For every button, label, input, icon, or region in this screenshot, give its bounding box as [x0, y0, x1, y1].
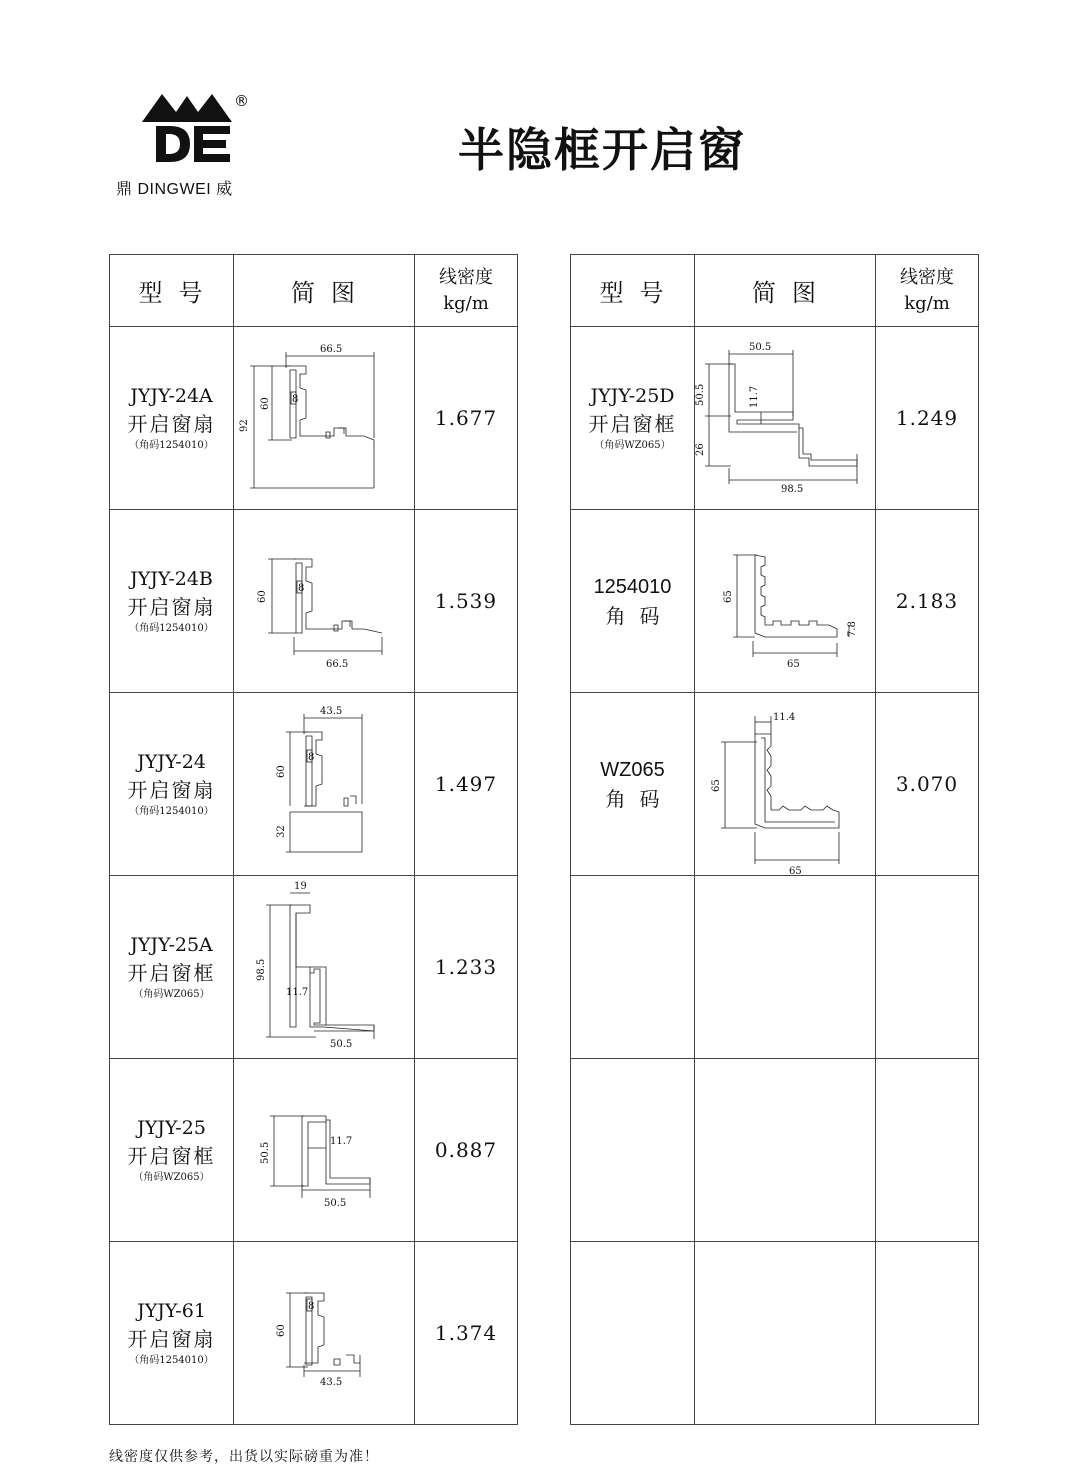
header-model: 型号: [110, 255, 234, 327]
density-cell: 0.887: [415, 1059, 518, 1242]
dim-top: 66.5: [320, 344, 343, 355]
density-cell: 1.677: [415, 327, 518, 510]
model-note: （角码1254010）: [129, 806, 214, 817]
table-row: [110, 876, 518, 1059]
brand-name: [116, 176, 233, 199]
table-row: [110, 510, 518, 693]
dim-lower: 32: [276, 825, 287, 838]
profile-table-right: [570, 254, 979, 1425]
model-note: （角码WZ065）: [133, 989, 210, 1000]
drawing-cell: [695, 510, 876, 693]
profile-drawing-jyjy-25: [234, 1060, 414, 1240]
density-cell: 2.183: [876, 510, 979, 693]
density-cell: 1.539: [415, 510, 518, 693]
model-cell: [110, 327, 234, 510]
header-density: [415, 255, 518, 327]
drawing-cell: [234, 510, 415, 693]
dingwei-logo-icon: [142, 90, 232, 170]
dim-left: 50.5: [260, 1141, 271, 1164]
dim-top: 19: [294, 881, 307, 892]
dim-bottom: 43.5: [320, 1377, 343, 1388]
table-header-row: [571, 255, 979, 327]
model-cell: [110, 693, 234, 876]
table-row-empty: [571, 1059, 979, 1242]
dim-small: 8: [298, 583, 305, 594]
dim-inner: 11.7: [330, 1136, 353, 1147]
model-cell: [571, 693, 695, 876]
dim-bottom: 50.5: [330, 1039, 353, 1050]
header-density: [876, 255, 979, 327]
dim-small: 8: [292, 394, 299, 405]
drawing-cell: [234, 693, 415, 876]
density-cell-empty: [876, 876, 979, 1059]
dim-bottom: 65: [789, 866, 802, 874]
brand-latin: DINGWEI: [137, 181, 212, 198]
model-name: 开启窗扇: [127, 1327, 216, 1351]
model-code: JYJY-25: [137, 1117, 206, 1139]
model-cell: [110, 510, 234, 693]
profile-drawing-jyjy-24b: [234, 511, 414, 691]
dim-top: 50.5: [749, 342, 772, 353]
dim-small: 8: [308, 1301, 315, 1312]
footnote: 线密度仅供参考，出货以实际磅重为准！: [109, 1449, 379, 1465]
header-density-unit: kg/m: [443, 292, 489, 314]
model-name: 开启窗扇: [127, 778, 216, 802]
header-density-unit: kg/m: [904, 292, 950, 314]
model-cell-empty: [571, 1242, 695, 1425]
drawing-cell: [234, 1242, 415, 1425]
density-cell: 1.249: [876, 327, 979, 510]
dim-left-inner: 60: [260, 397, 271, 410]
header-model: 型号: [571, 255, 695, 327]
model-code: WZ065: [600, 759, 665, 781]
model-cell: [110, 1059, 234, 1242]
registered-mark: ®: [234, 92, 249, 110]
dim-left: 60: [257, 590, 268, 603]
drawing-cell: [234, 1059, 415, 1242]
dim-small: 8: [308, 752, 315, 763]
dim-bottom: 65: [787, 659, 800, 670]
brand-char-right: 威: [216, 181, 233, 198]
model-name: 开启窗框: [588, 412, 677, 436]
model-code: JYJY-24B: [130, 568, 213, 590]
table-header-row: [110, 255, 518, 327]
table-row: [110, 1242, 518, 1425]
model-code: JYJY-61: [137, 1300, 206, 1322]
model-name: 开启窗扇: [127, 595, 216, 619]
model-note: （角码1254010）: [129, 623, 214, 634]
table-row-empty: [571, 1242, 979, 1425]
brand-char-left: 鼎: [116, 181, 133, 198]
drawing-cell: [234, 327, 415, 510]
table-row: [571, 693, 979, 876]
dim-left: 65: [711, 779, 722, 792]
model-code: JYJY-25A: [130, 934, 213, 956]
header-density-label: 线密度: [439, 266, 493, 288]
drawing-cell-empty: [695, 1242, 876, 1425]
model-note: （角码1254010）: [129, 440, 214, 451]
profile-drawing-jyjy-25a: [234, 877, 414, 1057]
dim-inner: 11.7: [749, 385, 760, 408]
dim-left: 50.5: [695, 383, 706, 406]
model-name: 开启窗扇: [127, 412, 216, 436]
model-name: 角码: [605, 787, 674, 811]
model-cell: [110, 1242, 234, 1425]
profile-drawing-jyjy-24a: [234, 328, 414, 508]
dim-bottom: 98.5: [781, 484, 804, 495]
density-cell-empty: [876, 1242, 979, 1425]
dim-left-outer: 92: [239, 419, 250, 432]
density-cell: 1.233: [415, 876, 518, 1059]
model-code: JYJY-24A: [130, 385, 213, 407]
density-cell: 1.374: [415, 1242, 518, 1425]
drawing-cell: [695, 693, 876, 876]
model-code: JYJY-24: [137, 751, 206, 773]
dim-left: 65: [723, 590, 734, 603]
density-cell: 3.070: [876, 693, 979, 876]
dim-left: 98.5: [256, 958, 267, 981]
dim-inner: 11.7: [286, 987, 309, 998]
drawing-cell: [234, 876, 415, 1059]
model-note: （角码WZ065）: [133, 1172, 210, 1183]
model-code: 1254010: [593, 576, 672, 598]
density-cell: 1.497: [415, 693, 518, 876]
drawing-cell-empty: [695, 876, 876, 1059]
model-cell: [571, 327, 695, 510]
model-cell: [110, 876, 234, 1059]
drawing-cell-empty: [695, 1059, 876, 1242]
dim-bottom: 50.5: [324, 1198, 347, 1209]
profile-drawing-jyjy-24: [234, 694, 414, 874]
dim-left: 60: [276, 1324, 287, 1337]
table-row: [571, 510, 979, 693]
page-title: 半隐框开启窗: [458, 123, 746, 177]
model-name: 角码: [605, 604, 674, 628]
dim-bottom: 66.5: [326, 659, 349, 670]
model-name: 开启窗框: [127, 961, 216, 985]
model-cell: [571, 510, 695, 693]
model-code: JYJY-25D: [590, 385, 675, 407]
model-name: 开启窗框: [127, 1144, 216, 1168]
dim-left: 60: [276, 765, 287, 778]
table-row: [110, 327, 518, 510]
density-cell-empty: [876, 1059, 979, 1242]
drawing-cell: [695, 327, 876, 510]
model-note: （角码WZ065）: [594, 440, 671, 451]
table-row: [110, 693, 518, 876]
model-note: （角码1254010）: [129, 1355, 214, 1366]
dim-top: 11.4: [773, 712, 796, 723]
table-row: [110, 1059, 518, 1242]
profile-drawing-jyjy-25d: [695, 328, 875, 508]
dim-top: 43.5: [320, 706, 343, 717]
dim-lower: 26: [695, 443, 706, 456]
table-row-empty: [571, 876, 979, 1059]
header-density-label: 线密度: [900, 266, 954, 288]
profile-drawing-1254010: [695, 511, 875, 691]
header-drawing: 简图: [695, 255, 876, 327]
dim-right: 7.8: [847, 621, 858, 637]
model-cell-empty: [571, 876, 695, 1059]
brand-logo: [112, 90, 272, 200]
table-row: [571, 327, 979, 510]
model-cell-empty: [571, 1059, 695, 1242]
profile-drawing-jyjy-61: [234, 1243, 414, 1423]
header-drawing: 简图: [234, 255, 415, 327]
profile-table-left: [109, 254, 518, 1425]
profile-drawing-wz065: [695, 694, 875, 874]
